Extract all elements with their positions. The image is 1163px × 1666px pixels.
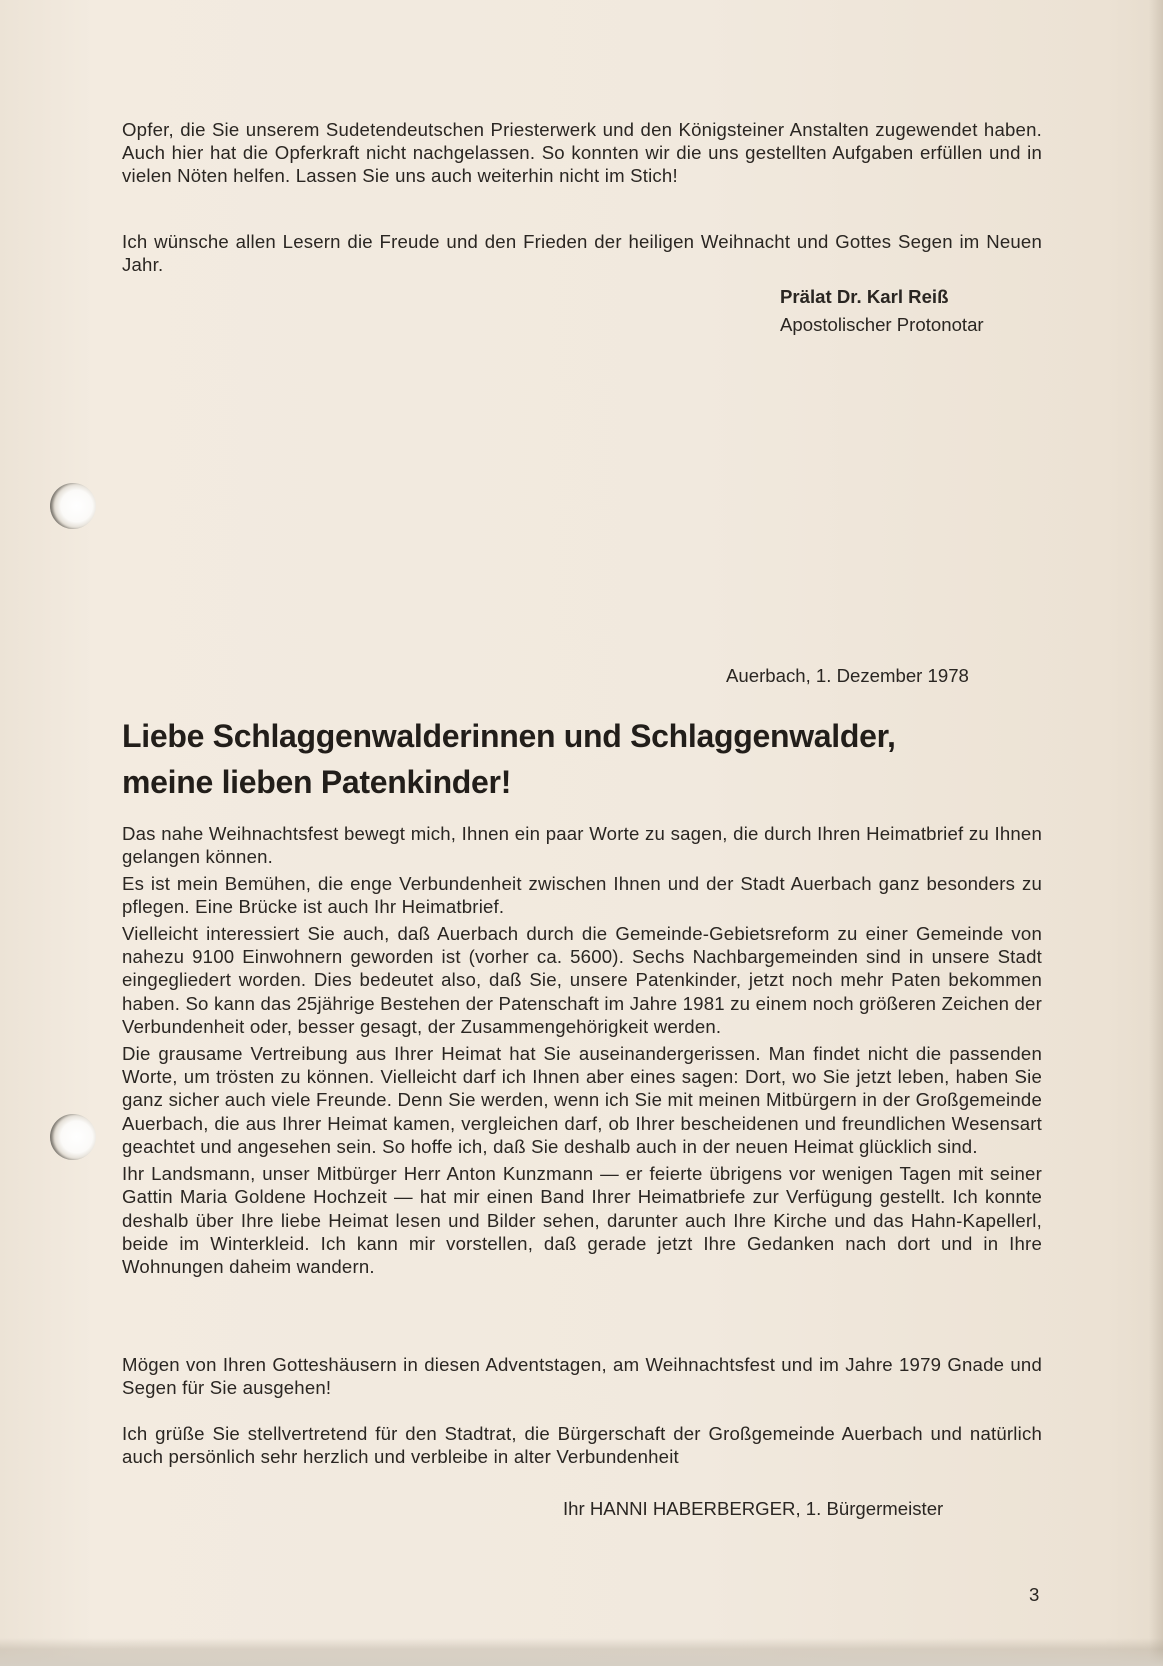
signature-title: Apostolischer Protonotar: [780, 314, 984, 335]
headline-line-2: meine lieben Patenkinder!: [122, 764, 512, 800]
wish-paragraph: [122, 230, 1042, 276]
signature-name: Prälat Dr. Karl Reiß: [780, 286, 949, 307]
paper-right-edge: [1149, 0, 1163, 1666]
greeting-paragraph: [122, 1422, 1042, 1468]
dateline: Auerbach, 1. Dezember 1978: [726, 665, 969, 686]
blessing-text: Mögen von Ihren Gotteshäusern in diesen Adventstagen, am Weihnachtsfest und im Jahre 1979 Gnade und Segen für Sie ausgehen!: [122, 1354, 1042, 1398]
intro-text: Opfer, die Sie unserem Sudetendeutschen Priesterwerk und den Königsteiner Anstalten zugewendet haben. Auch hier hat die Opferkraft nicht nachgelassen. So konnten wir die uns gestellten Aufgaben erfüllen und in vielen Nöten helfen. Lassen Sie uns auch weiterhin nicht im Stich!: [122, 119, 1042, 186]
letter-body: [122, 822, 1042, 1282]
paper-bottom-edge: [0, 1638, 1163, 1666]
wish-text: Ich wünsche allen Lesern die Freude und den Frieden der heiligen Weihnacht und Gottes Segen im Neuen Jahr.: [122, 231, 1042, 275]
punch-hole-bottom: [50, 1114, 96, 1160]
headline-line-1: Liebe Schlaggenwalderinnen und Schlaggenwalder,: [122, 718, 896, 754]
letter-headline: [122, 713, 1082, 805]
greeting-text: Ich grüße Sie stellvertretend für den Stadtrat, die Bürgerschaft der Großgemeinde Auerbach und natürlich auch persönlich sehr herzlich und verbleibe in alter Verbundenheit: [122, 1423, 1042, 1467]
body-paragraph: Das nahe Weihnachtsfest bewegt mich, Ihnen ein paar Worte zu sagen, die durch Ihren Heimatbrief zu Ihnen gelangen können.: [122, 823, 1042, 868]
punch-hole-top: [50, 483, 96, 529]
body-paragraph: Es ist mein Bemühen, die enge Verbundenheit zwischen Ihnen und der Stadt Auerbach ganz besonders zu pflegen. Eine Brücke ist auch Ihr Heimatbrief.: [122, 872, 1042, 918]
intro-paragraph: [122, 118, 1042, 187]
closing-signature: Ihr HANNI HABERBERGER, 1. Bürgermeister: [563, 1498, 944, 1519]
body-paragraph: Die grausame Vertreibung aus Ihrer Heimat hat Sie auseinandergerissen. Man findet nicht die passenden Worte, um trösten zu können. Vielleicht darf ich Ihnen aber eines sagen: Dort, wo Sie jetzt leben, haben Sie ganz sicher auch viele Freunde. Denn Sie werden, wenn ich Sie mit meinen Mitbürgern in der Großgemeinde Auerbach, die aus Ihrer Heimat kamen, vergleichen darf, ob Ihrer bescheidenen und freundlichen Wesensart geachtet und angesehen sein. So hoffe ich, daß Sie deshalb auch in der neuen Heimat glücklich sind.: [122, 1042, 1042, 1158]
page-number: 3: [1029, 1584, 1040, 1605]
body-paragraph: Vielleicht interessiert Sie auch, daß Auerbach durch die Gemeinde-Gebietsreform zu einer Gemeinde von nahezu 9100 Einwohnern geworden ist (vorher ca. 5600). Sechs Nachbargemeinden sind in unsere Stadt eingegliedert worden. Dies bedeutet also, daß Sie, unsere Patenkinder, jetzt noch mehr Paten bekommen haben. So kann das 25jährige Bestehen der Patenschaft im Jahre 1981 zu einem noch größeren Zeichen der Verbundenheit oder, besser gesagt, der Zusammengehörigkeit werden.: [122, 922, 1042, 1038]
blessing-paragraph: [122, 1353, 1042, 1399]
body-paragraph: Ihr Landsmann, unser Mitbürger Herr Anton Kunzmann — er feierte übrigens vor wenigen Tagen mit seiner Gattin Maria Goldene Hochzeit — hat mir einen Band Ihrer Heimatbriefe zur Verfügung gestellt. Ich konnte deshalb über Ihre liebe Heimat lesen und Bilder sehen, darunter auch Ihre Kirche und das Hahn-Kapellerl, beide im Winterkleid. Ich kann mir vorstellen, daß gerade jetzt Ihre Gedanken nach dort und in Ihre Wohnungen daheim wandern.: [122, 1162, 1042, 1278]
